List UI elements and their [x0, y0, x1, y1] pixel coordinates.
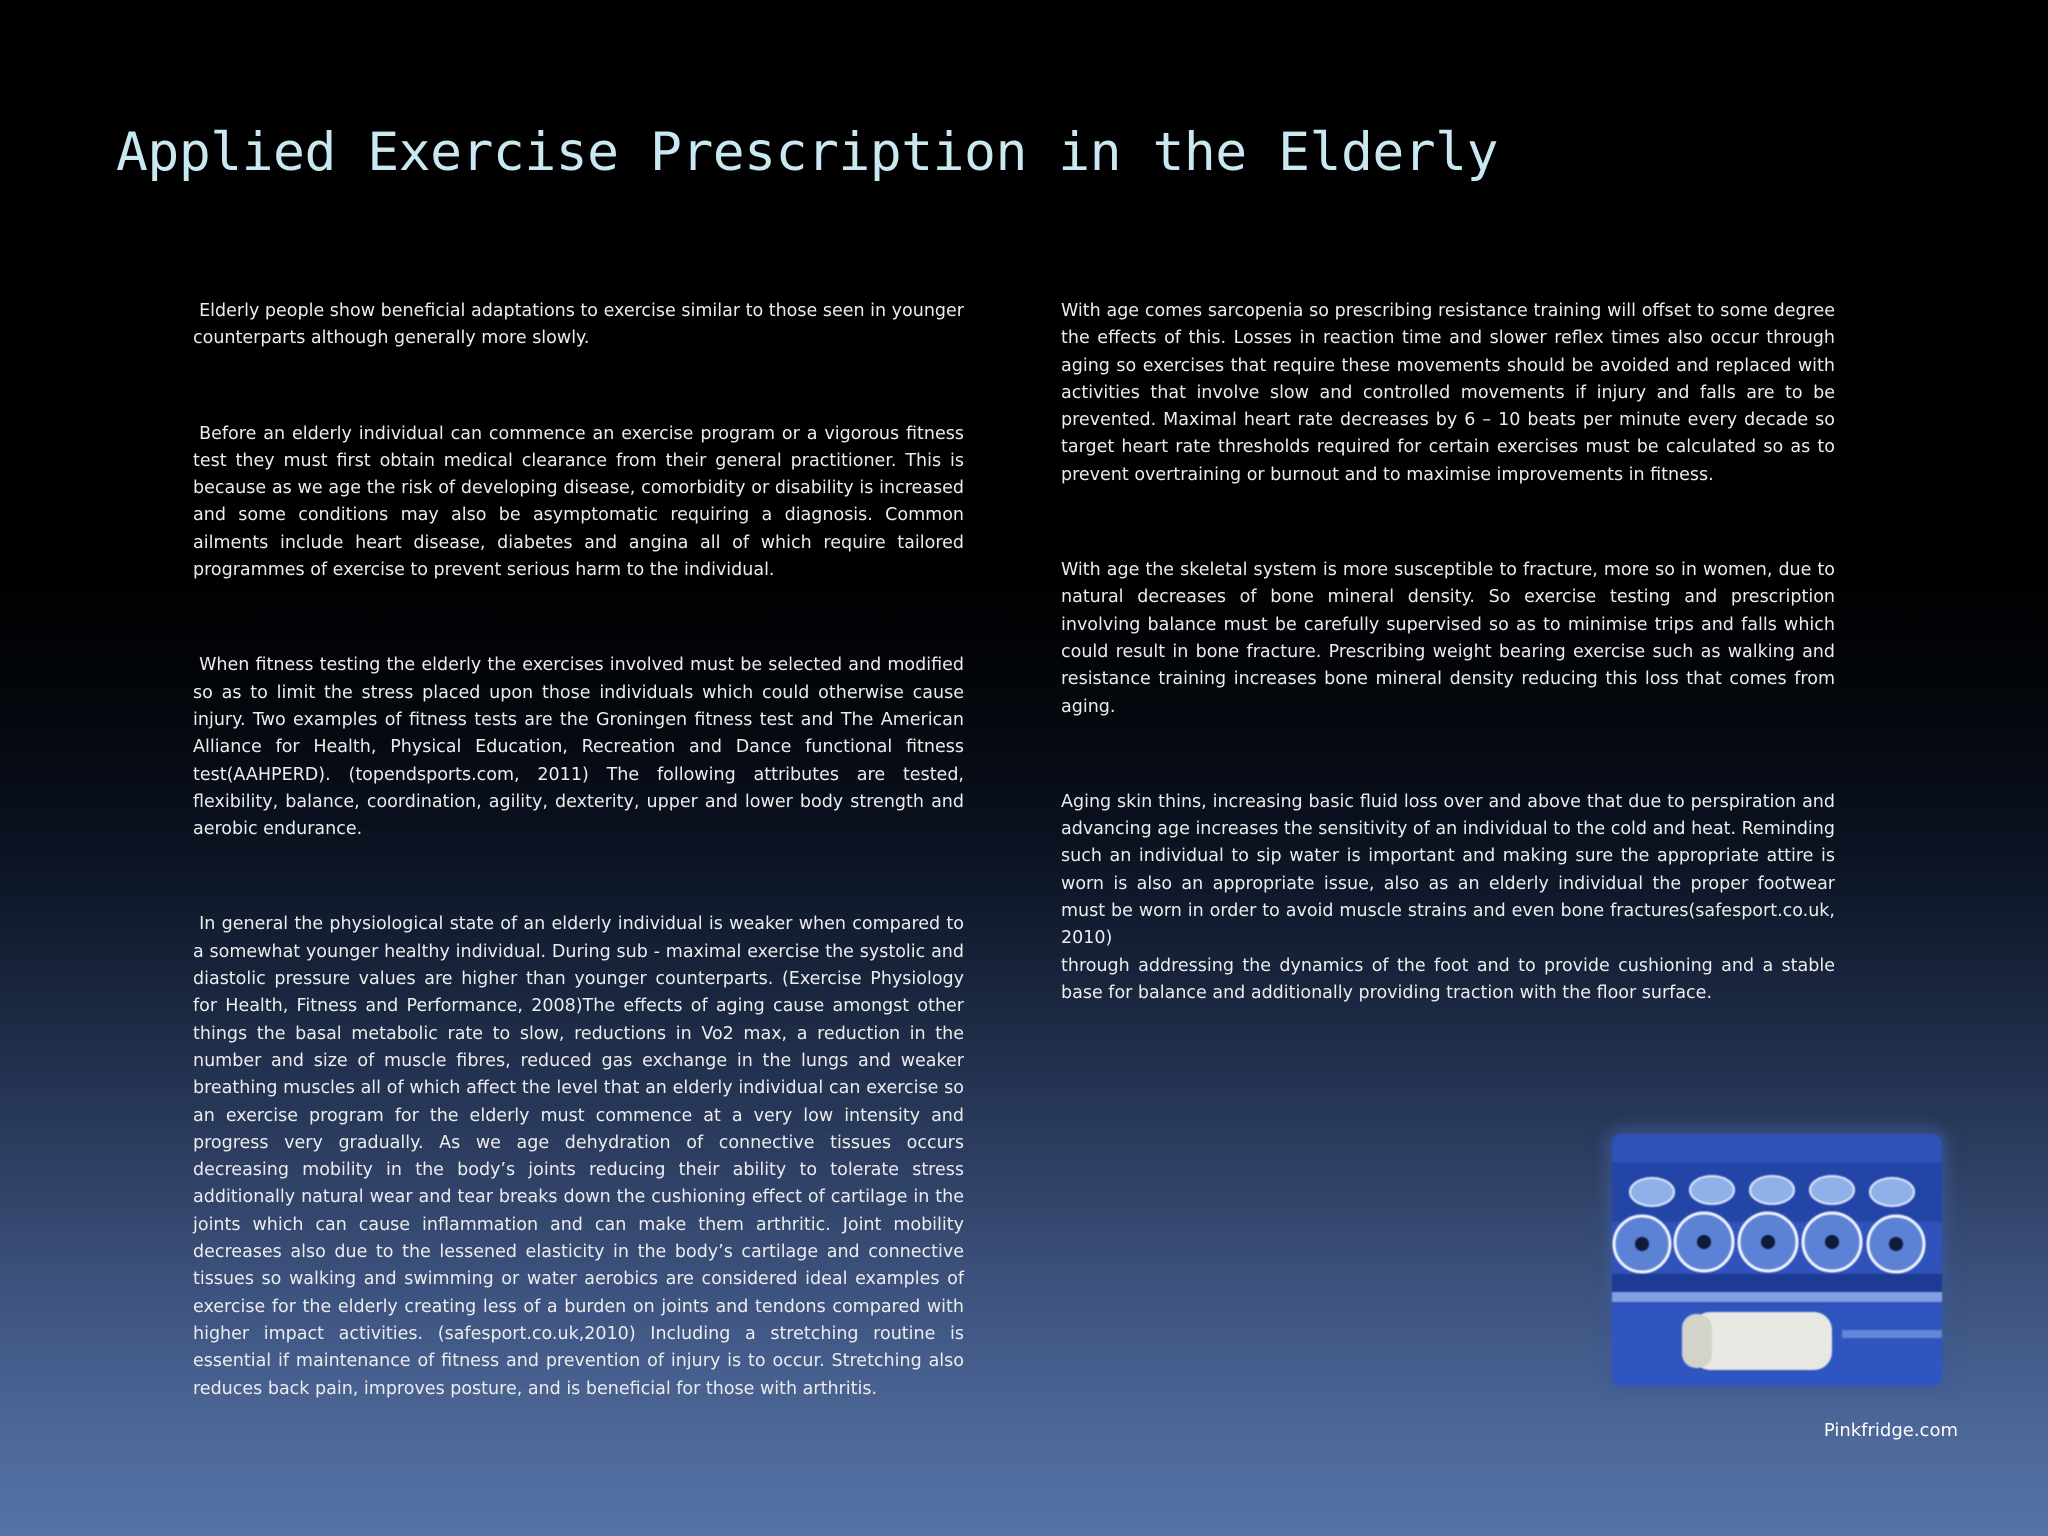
image-credit: Pinkfridge.com [1823, 1420, 1958, 1441]
left-paragraph-3: When fitness testing the elderly the exercises involved must be selected and modified so as to limit the stress placed upon those individuals which could otherwise cause injury. Two examples of fitness tests are the Groningen fitness test and The American Alliance for Health, Physical Education, Recreation and Dance functional fitness test(AAHPERD). (topendsports.com, 2011) The following attributes are tested, flexibility, balance, coordination, agility, dexterity, upper and lower body strength and aerobic endurance. [193, 655, 964, 840]
right-paragraph-1: With age comes sarcopenia so prescribing resistance training will offset to some degree the effects of this. Losses in reaction time and slower reflex times also occur through aging so exercises that require these movements should be avoided and replaced with activities that involve slow and controlled movements if injury and falls are to be prevented. Maximal heart rate decreases by 6 – 10 beats per minute every decade so target heart rate thresholds required for certain exercises must be calculated so as to prevent overtraining or burnout and to maximise improvements in fitness. [1061, 301, 1835, 485]
left-text-column [193, 298, 964, 1403]
gym-weights-photo [1612, 1134, 1942, 1386]
left-paragraph-2: Before an elderly individual can commence an exercise program or a vigorous fitness test they must first obtain medical clearance from their general practitioner. This is because as we age the risk of developing disease, comorbidity or disability is increased and some conditions may also be asymptomatic requiring a diagnosis. Common ailments include heart disease, diabetes and angina all of which require tailored programmes of exercise to prevent serious harm to the individual. [193, 423, 964, 581]
right-paragraph-2: With age the skeletal system is more susceptible to fracture, more so in women, due to natural decreases of bone mineral density. So exercise testing and prescription involving balance must be carefully supervised so as to minimise trips and falls which could result in bone fracture. Prescribing weight bearing exercise such as walking and resistance training increases bone mineral density reducing this loss that comes from aging. [1061, 560, 1835, 717]
weight-plates-illustration [1612, 1134, 1942, 1386]
slide-title: Applied Exercise Prescription in the Elderly [116, 122, 1498, 183]
left-paragraph-4: In general the physiological state of an elderly individual is weaker when compared to a somewhat younger healthy individual. During sub - maximal exercise the systolic and diastolic pressure values are higher than younger counterparts. (Exercise Physiology for Health, Fitness and Performance, 2008)The effects of aging cause amongst other things the basal metabolic rate to slow, reductions in Vo2 max, a reduction in the number and size of muscle fibres, reduced gas exchange in the lungs and weaker breathing muscles all of which affect the level that an elderly individual can exercise so an exercise program for the elderly must commence at a very low intensity and progress very gradually. As we age dehydration of connective tissues occurs decreasing mobility in the body’s joints reducing their ability to tolerate stress additionally natural wear and tear breaks down the cushioning effect of cartilage in the joints which can cause inflammation and can make them arthritic. Joint mobility decreases also due to the lessened elasticity in the body’s cartilage and connective tissues so walking and swimming or water aerobics are considered ideal examples of exercise for the elderly creating less of a burden on joints and tendons compared with higher impact activities. (safesport.co.uk,2010) Including a stretching routine is essential if maintenance of fitness and prevention of injury is to occur. Stretching also reduces back pain, improves posture, and is beneficial for those with arthritis. [193, 914, 964, 1399]
right-text-column [1061, 298, 1835, 1007]
right-paragraph-3: Aging skin thins, increasing basic fluid loss over and above that due to perspiration and advancing age increases the sensitivity of an individual to the cold and heat. Reminding such an individual to sip water is important and making sure the appropriate attire is worn is also an appropriate issue, also as an elderly individual the proper footwear must be worn in order to avoid muscle strains and even bone fractures(safesport.co.uk, 2010) [1061, 791, 1835, 949]
left-paragraph-1: Elderly people show beneficial adaptations to exercise similar to those seen in younger counterparts although generally more slowly. [193, 301, 964, 349]
right-paragraph-4: through addressing the dynamics of the foot and to provide cushioning and a stable base for balance and additionally providing traction with the floor surface. [1061, 955, 1835, 1003]
